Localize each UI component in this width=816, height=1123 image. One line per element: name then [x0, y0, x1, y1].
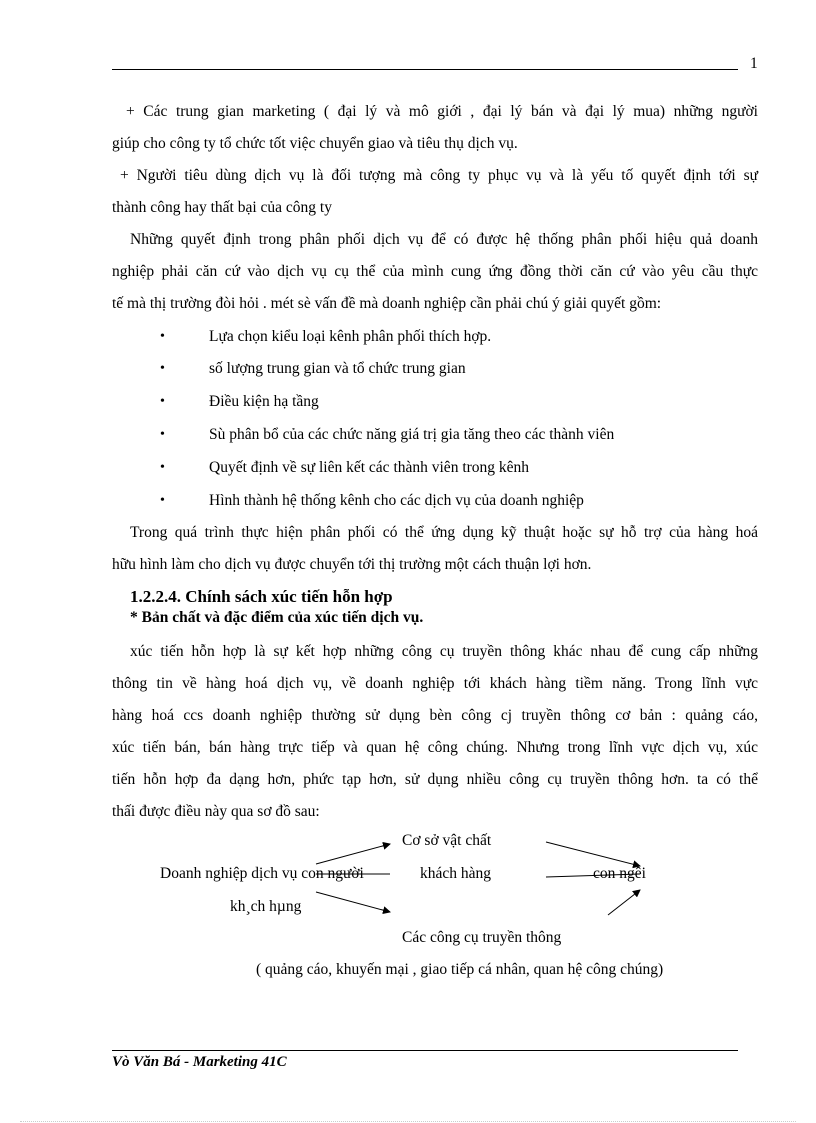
diagram-center-label: khách hàng [420, 865, 492, 882]
paragraph-2-line-2: thành công hay thất bại của công ty [112, 199, 332, 216]
paragraph-2-line-1: + Người tiêu dùng dịch vụ là đối tượng mà công ty phục vụ và là yếu tố quyết định tới sự [120, 167, 758, 184]
footer-author: Vò Văn Bá - Marketing 41C [112, 1054, 287, 1070]
paragraph-3-line-3: tế mà thị trường đòi hỏi . mét sè vấn đề mà doanh nghiệp cần phải chú ý giải quyết gồm: [112, 295, 662, 312]
arrow-bottom-to-right [608, 890, 640, 915]
bullet-item-2: số lượng trung gian và tổ chức trung gian [209, 360, 466, 377]
arrow-to-top [316, 844, 390, 864]
bullet-item-6: Hình thành hệ thống kênh cho các dịch vụ của doanh nghiệp [209, 492, 584, 509]
bullet-marker: • [160, 329, 165, 344]
arrow-to-bottom [316, 892, 390, 912]
bullet-marker: • [160, 427, 165, 442]
paragraph-5-line-5: tiến hỗn hợp đa dạng hơn, phức tạp hơn, sử dụng nhiều công cụ truyền thông hơn. ta có thể [112, 771, 758, 788]
paragraph-5-line-4: xúc tiến bán, bán hàng trực tiếp và quan hệ công chúng. Nhưng trong lĩnh vực dịch vụ, xúc [112, 739, 758, 756]
diagram-top-label: Cơ sở vật chất [402, 832, 492, 849]
footer-rule [112, 1050, 738, 1051]
bullet-marker: • [160, 460, 165, 475]
bullet-item-4: Sù phân bổ của các chức năng giá trị gia tăng theo các thành viên [209, 426, 615, 443]
paragraph-4-line-2: hữu hình làm cho dịch vụ được chuyển tới thị trường một cách thuận lợi hơn. [112, 556, 592, 573]
page-number: 1 [750, 55, 758, 72]
paragraph-5-line-1: xúc tiến hỗn hợp là sự kết hợp những công cụ truyền thông khác nhau để cung cấp những [130, 643, 758, 660]
page-bottom-border [20, 1121, 796, 1122]
bullet-marker: • [160, 361, 165, 376]
arrow-center-to-right [546, 874, 640, 877]
diagram-left-sub-label: kh¸ch hµng [230, 898, 302, 915]
paragraph-5-line-3: hàng hoá ccs doanh nghiệp thường sử dụng bèn công cj truyền thông cơ bản : quảng cáo, [112, 707, 758, 724]
paragraph-5-line-2: thông tin về hàng hoá dịch vụ, về doanh nghiệp tới khách hàng tiềm năng. Trong lĩnh vực [112, 675, 758, 692]
bullet-item-5: Quyết định về sự liên kết các thành viên trong kênh [209, 459, 530, 476]
bullet-marker: • [160, 493, 165, 508]
bullet-item-3: Điều kiện hạ tầng [209, 393, 319, 410]
paragraph-3-line-2: nghiệp phải căn cứ vào dịch vụ cụ thể của mình cung ứng đồng thời căn cứ vào yêu cầu thực [112, 263, 758, 280]
paragraph-1-line-1: + Các trung gian marketing ( đại lý và mô giới , đại lý bán và đại lý mua) những người [126, 103, 758, 120]
diagram-bottom-label: Các công cụ truyền thông [402, 929, 562, 946]
arrow-top-to-right [546, 842, 640, 866]
diagram-right-label: con ngêi [593, 865, 646, 882]
paragraph-5-line-6: thấi được điều này qua sơ đồ sau: [112, 803, 320, 820]
bullet-marker: • [160, 394, 165, 409]
section-subheading: * Bản chất và đặc điểm của xúc tiến dịch vụ. [130, 609, 424, 626]
bullet-item-1: Lựa chọn kiểu loại kênh phân phối thích hợp. [209, 328, 492, 345]
paragraph-4-line-1: Trong quá trình thực hiện phân phối có thể ứng dụng kỹ thuật hoặc sự hỗ trợ của hàng hoá [130, 524, 758, 541]
diagram-left-label: Doanh nghiệp dịch vụ con người [160, 865, 364, 882]
paragraph-3-line-1: Những quyết định trong phân phối dịch vụ để có được hệ thống phân phối hiệu quả doanh [130, 231, 758, 248]
paragraph-1-line-2: giúp cho công ty tổ chức tốt việc chuyển giao và tiêu thụ dịch vụ. [112, 135, 518, 152]
diagram-bottom-note: ( quảng cáo, khuyến mại , giao tiếp cá nhân, quan hệ công chúng) [256, 961, 664, 978]
section-heading: 1.2.2.4. Chính sách xúc tiến hỗn hợp [130, 587, 393, 606]
